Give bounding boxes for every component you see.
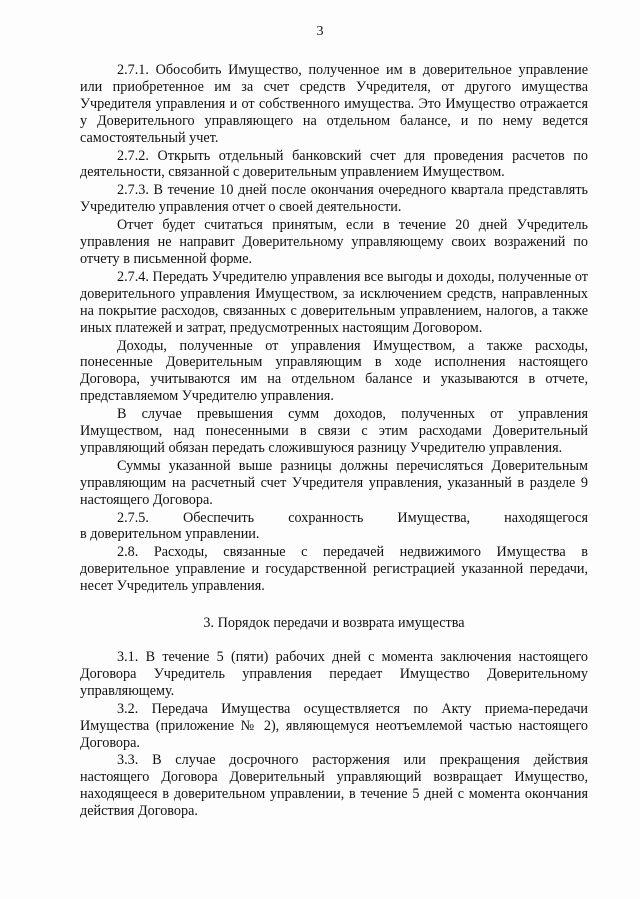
paragraph-income: Доходы, полученные от управления Имуществом, а также расходы, понесенные Доверительным управляющим в ходе исполнения настоящего Договора, учитываются им на отдельном балансе и указываются в отчете, представляемом Учредителю управления.: [80, 337, 588, 405]
paragraph-2-7-4: 2.7.4. Передать Учредителю управления все выгоды и доходы, полученные от доверительного управления Имуществом, за исключением средств, направленных на покрытие расходов, связанных с доверительным управлением, налогов, а также иных платежей и затрат, предусмотренных настоящим Договором.: [80, 268, 588, 336]
paragraph-2-7-3: 2.7.3. В течение 10 дней после окончания очередного квартала представлять Учредителю управления отчет о своей деятельности.: [80, 182, 588, 216]
paragraph-3-3: 3.3. В случае досрочного расторжения или прекращения действия настоящего Договора Доверительный управляющий возвращает Имущество, находящееся в доверительном управлении, в течение 5 дней с момента окончания действия Договора.: [80, 752, 588, 820]
document-body: [80, 62, 588, 820]
word: Обеспечить: [182, 509, 255, 526]
paragraph-report-acceptance: Отчет будет считаться принятым, если в течение 20 дней Учредитель управления не направит Доверительному управляющему своих возражений по отчету в письменной форме.: [80, 217, 588, 267]
paragraph-2-7-2: 2.7.2. Открыть отдельный банковский счет для проведения расчетов по деятельности, связанной с доверительным управлением Имуществом.: [80, 147, 588, 181]
word: 2.7.5.: [117, 509, 149, 526]
page-number: 3: [316, 24, 324, 39]
paragraph-2-8: 2.8. Расходы, связанные с передачей недвижимого Имущества в доверительное управление и государственной регистрацией указанной передачи, несет Учредитель управления.: [80, 544, 588, 595]
paragraph-2-7-1: 2.7.1. Обособить Имущество, полученное им в доверительное управление или приобретенное им за счет средств Учредителя, от другого имущества Учредителя управления и от собственного имущества. Это Имущество отражается у Доверительного управляющего на отдельном балансе, и по нему ведется самостоятельный учет.: [80, 62, 588, 146]
paragraph-sums-transfer: Суммы указанной выше разницы должны перечисляться Доверительным управляющим на расчетный счет Учредителя управления, указанный в разделе 9 настоящего Договора.: [80, 457, 588, 508]
word: Имущества,: [397, 509, 471, 526]
word: находящегося: [504, 509, 588, 526]
word: сохранность: [288, 509, 364, 526]
paragraph-2-7-5-line2: в доверительном управлении.: [80, 526, 260, 543]
paragraph-excess: В случае превышения сумм доходов, полученных от управления Имуществом, над понесенными в связи с этим расходами Доверительный управляющий обязан передать сложившуюся разницу Учредителю управления.: [80, 406, 588, 456]
paragraph-3-1: 3.1. В течение 5 (пяти) рабочих дней с момента заключения настоящего Договора Учредитель управления передает Имущество Доверительному управляющему.: [80, 649, 588, 699]
paragraph-3-2: 3.2. Передача Имущества осуществляется по Акту приема-передачи Имущества (приложение № 2), являющемуся неотъемлемой частью настоящего Договора.: [80, 700, 588, 751]
paragraph-2-7-5-line1: [80, 510, 588, 527]
section-3-title: 3. Порядок передачи и возврата имущества: [203, 615, 465, 632]
